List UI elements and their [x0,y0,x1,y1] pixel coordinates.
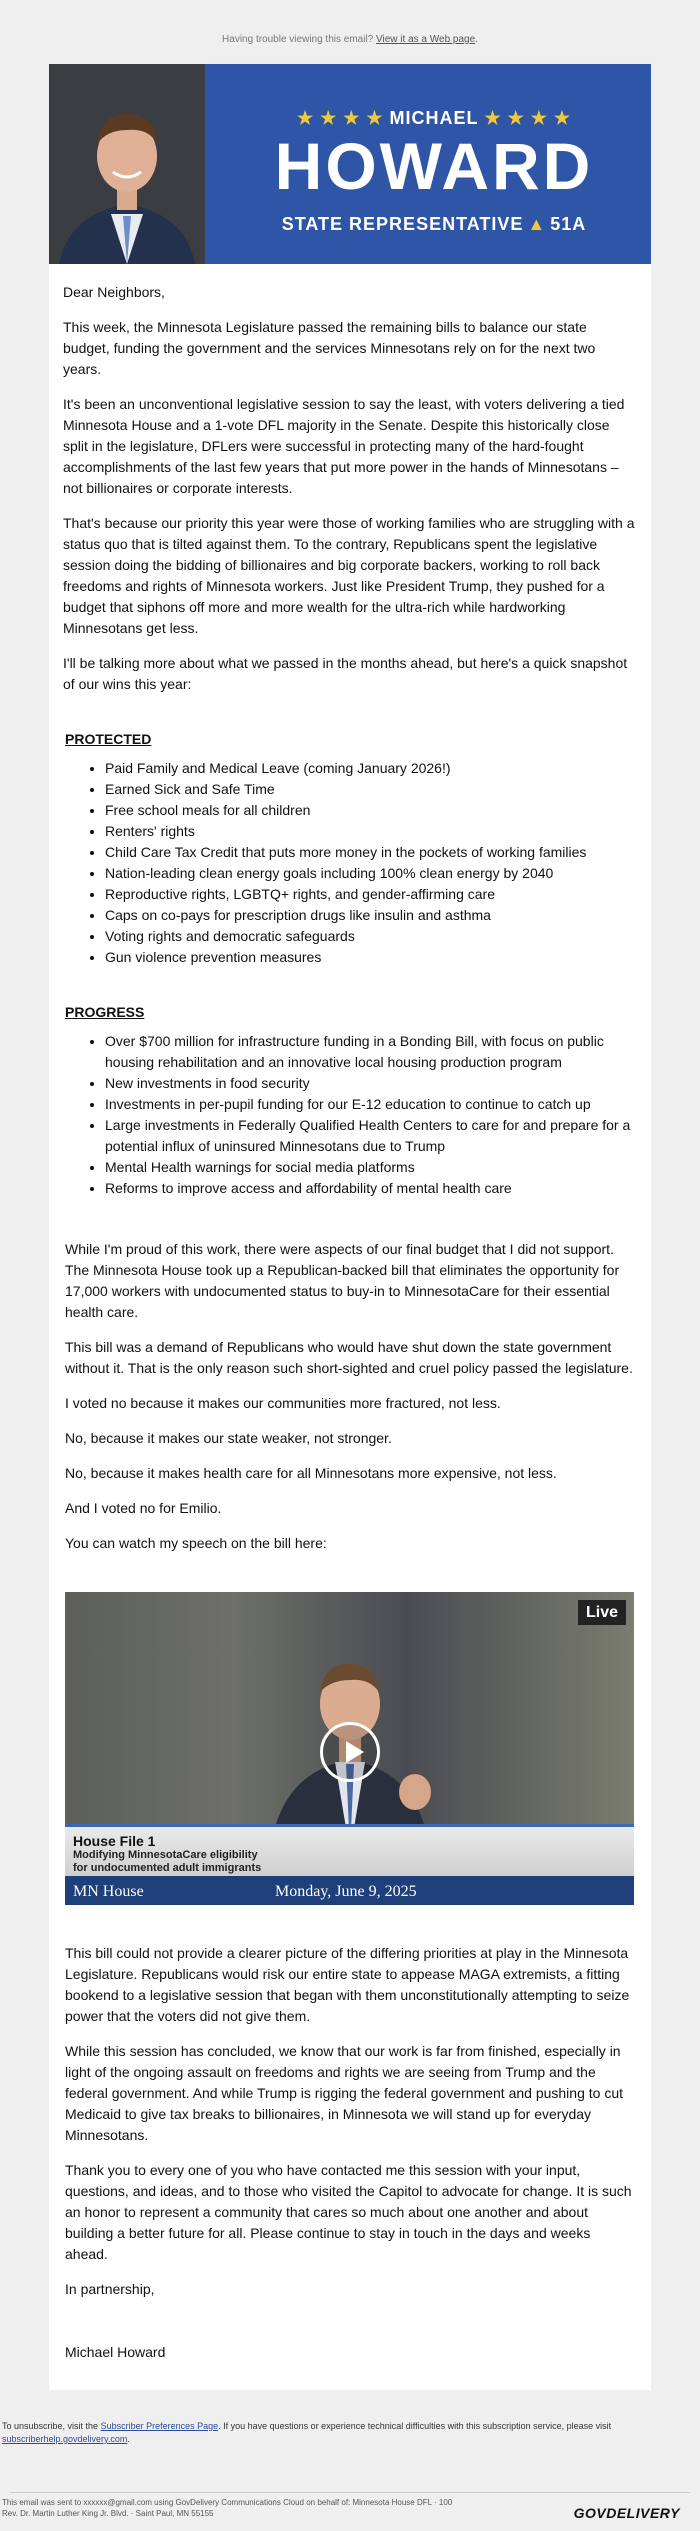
first-name: MICHAEL [389,108,479,128]
video-wrap [49,1592,651,1905]
list-item: • Large investments in Federally Qualified Health Centers to care for and prepare for a potential influx of uninsured Minnesotans due to Trump [105,1115,635,1157]
list-item: • Renters' rights [105,821,635,842]
web-view-link[interactable]: View it as a Web page [376,34,476,45]
list-item: • Earned Sick and Safe Time [105,779,635,800]
closing-section [49,1943,651,2363]
paragraph: While this session has concluded, we know that our work is far from finished, especially in light of the ongoing assault on freedoms and rights we are seeing from Trump and the federal government. And while Trump is rigging the federal government and pushing to cut Medicaid to give tax breaks to billionaires, in Minnesota we will stand up for everyday Minnesotans. [65,2043,623,2143]
paragraph: While I'm proud of this work, there were aspects of our final budget that I did not support. The Minnesota House took up a Republican-backed bill that eliminates the opportunity for 17,000 workers with undocumented status to buy-in to MinnesotaCare for their essential health care. [65,1241,620,1320]
paragraph: It's been an unconventional legislative session to say the least, with voters delivering a tied Minnesota House and a 1-vote DFL majority in the Senate. Despite this historically close split in the legislature, DFLers were successful in protecting many of the hard-fought accomplishments of the last few years that put more power in the hands of Minnesotans – not billionaires or corporate interests. [63,396,625,496]
paragraph: I'll be talking more about what we passed in the months ahead, but here's a quick snapshot of our wins this year: [63,655,628,692]
list-item: • Reproductive rights, LGBTQ+ rights, and gender-affirming care [105,884,635,905]
paragraph: In partnership, [65,2281,155,2297]
paragraph: I voted no because it makes our communities more fractured, not less. [65,1395,501,1411]
govdelivery-logo[interactable]: GOVDELIVERY [573,2505,680,2521]
last-name: HOWARD [274,129,594,203]
list-item: • Mental Health warnings for social media platforms [105,1157,635,1178]
list-item: • Free school meals for all children [105,800,635,821]
help-link[interactable]: subscriberhelp.govdelivery.com [2,2434,128,2444]
protected-section [49,729,651,968]
progress-section [49,1002,651,1199]
title-text: STATE REPRESENTATIVE [281,214,524,234]
list-item: • Paid Family and Medical Leave (coming January 2026!) [105,758,635,779]
paragraph: That's because our priority this year were those of working families who are struggling with a status quo that is tilted against them. To the contrary, Republicans spent the legislative session doing the bidding of billionaires and big corporate backers, working to roll back freedoms and rights of Minnesota workers. Just like President Trump, they pushed for a budget that siphons off more and more wealth for the ultra-rich while hardworking Minnesotans get less. [63,515,635,636]
video-date: Monday, June 9, 2025 [275,1883,417,1900]
protected-heading: PROTECTED [65,731,152,747]
representative-photo [49,64,205,264]
list-item: • Investments in per-pupil funding for our E-12 education to continue to catch up [105,1094,635,1115]
name-line: ★ ★ ★ ★ MICHAEL ★ ★ ★ ★ [296,108,572,128]
title-line [217,214,651,235]
preheader: Having trouble viewing this email? View it as a Web page. [222,34,478,45]
district-number: 51A [550,214,587,234]
letter-body [49,264,651,695]
list-item: • Nation-leading clean energy goals including 100% clean energy by 2040 [105,863,635,884]
signature: Michael Howard [65,2344,166,2360]
speech-video[interactable] [65,1592,634,1905]
paragraph: Thank you to every one of you who have contacted me this session with your input, questions, and ideas, and to those who visited the Capitol to advocate for change. It is such an honor to represent a community that cares so much about one another and about building a better future for all. Please continue to stay in touch in the days and weeks ahead. [65,2162,632,2262]
list-item: • Voting rights and democratic safeguards [105,926,635,947]
video-info-bar [65,1876,634,1905]
list-item: • Child Care Tax Credit that puts more money in the pockets of working families [105,842,635,863]
paragraph: And I voted no for Emilio. [65,1500,222,1516]
house-file-label: House File 1 [73,1833,156,1849]
protected-list [65,758,635,968]
paragraph: No, because it makes our state weaker, not stronger. [65,1430,392,1446]
preferences-link[interactable]: Subscriber Preferences Page [100,2421,219,2431]
middle-section [49,1239,651,1554]
progress-heading: PROGRESS [65,1004,145,1020]
paragraph: This bill could not provide a clearer picture of the differing priorities at play in the Minnesota Legislature. Republicans would risk our entire state to appease MAGA extremists, a fitting bookend to a legislative session that began with them unconstitutionally attempting to seize power that the voters did not give them. [65,1945,630,2024]
list-item: • Gun violence prevention measures [105,947,635,968]
sender-info: This email was sent to xxxxxx@gmail.com using GovDelivery Communications Cloud on behalf of: Minnesota House DFL · 100 Rev. Dr. Martin Luther King Jr. Blvd. · Saint Paul, MN 55155 [2,2498,453,2518]
list-item: • New investments in food security [105,1073,635,1094]
header-banner [49,64,651,264]
preheader-text: Having trouble viewing this email? [222,34,377,45]
paragraph: No, because it makes health care for all Minnesotans more expensive, not less. [65,1465,557,1481]
list-item: • Over $700 million for infrastructure funding in a Bonding Bill, with focus on public housing rehabilitation and an innovative local housing production program [105,1031,635,1073]
minnesota-icon: ▲ [527,214,547,234]
footer [0,2420,700,2493]
paragraph: This week, the Minnesota Legislature passed the remaining bills to balance our state budget, funding the government and the services Minnesotans rely on for the next two years. [63,319,596,377]
list-item: • Caps on co-pays for prescription drugs like insulin and asthma [105,905,635,926]
paragraph: This bill was a demand of Republicans who would have shut down the state government without it. That is the only reason such short-sighted and cruel policy passed the legislature. [65,1339,633,1376]
footer-divider [10,2492,690,2493]
paragraph: You can watch my speech on the bill here: [65,1535,327,1551]
unsubscribe-text: To unsubscribe, visit the Subscriber Preferences Page. If you have questions or experience technical difficulties with this subscription service, please visit subscriberhelp.govdelivery.com. [2,2421,612,2444]
progress-list [65,1031,635,1199]
greeting: Dear Neighbors, [63,284,165,300]
list-item: • Reforms to improve access and affordability of mental health care [105,1178,635,1199]
video-lower-third: House File 1 Modifying MinnesotaCare eligibility for undocumented adult immigrants [65,1824,634,1876]
channel-label: MN House [73,1883,144,1900]
live-badge: Live [578,1600,626,1625]
play-icon[interactable] [320,1722,380,1782]
email-card [49,64,651,2390]
